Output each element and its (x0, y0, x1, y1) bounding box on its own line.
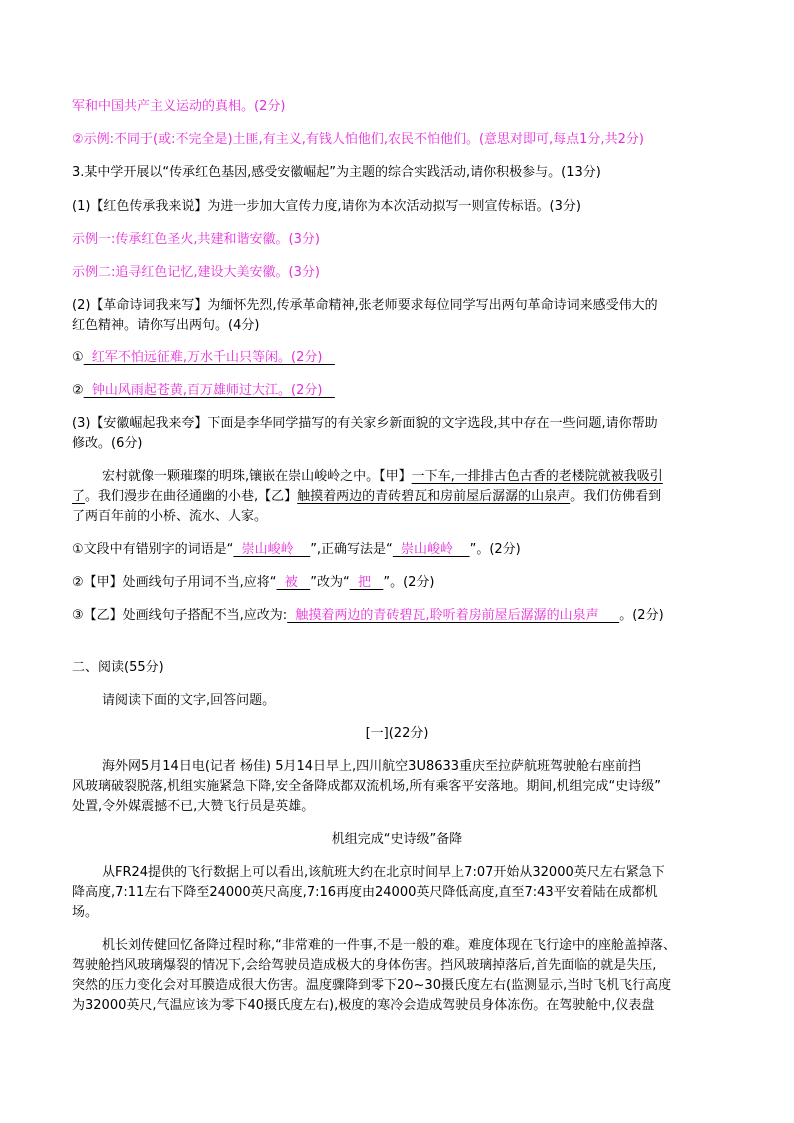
answer-row: ③【乙】处画线句子搭配不当,应改为: 触摸着两边的青砖碧瓦,聆听着房前屋后潺潺的山泉声 。(2分) (72, 608, 664, 623)
answer-blank: 崇山峻岭 (233, 542, 311, 557)
passage-line: 了。我们漫步在曲径通幽的小巷,【乙】触摸着两边的青砖碧瓦和房前屋后潺潺的山泉声。我们仿佛看到 (72, 489, 662, 504)
answer-blank: 钟山风雨起苍黄,百万雄师过大江。(2分) (83, 383, 335, 398)
answer-blank: 被 (276, 575, 311, 590)
article-subtitle: 机组完成“史诗级”备降 (331, 832, 463, 847)
answer-row: ②【甲】处画线句子用词不当,应将“ 被 ”改为“ 把 ”。(2分) (72, 575, 435, 590)
sub-question: (3)【安徽崛起我来夸】下面是李华同学描写的有关家乡新面貌的文字选段,其中存在一些问题,请你帮助 (72, 416, 658, 431)
answer-line: 军和中国共产主义运动的真相。(2分) (72, 99, 286, 114)
passage-line: 了两百年前的小桥、流水、人家。 (72, 509, 268, 524)
passage-line: 驾驶舱挡风玻璃爆裂的情况下,会给驾驶员造成极大的身体伤害。挡风玻璃掉落后,首先面临的就是失压, (72, 958, 657, 973)
instruction: 请阅读下面的文字,回答问题。 (102, 693, 276, 708)
answer-line: 示例一:传承红色圣火,共建和谐安徽。(3分) (72, 232, 320, 247)
underlined-sentence-yi: 触摸着两边的青砖碧瓦和房前屋后潺潺的山泉声 (297, 489, 571, 504)
section-heading: 二、阅读(55分) (72, 660, 164, 675)
answer-row (72, 381, 722, 401)
answer-line: 示例二:追寻红色记忆,建设大美安徽。(3分) (72, 265, 320, 280)
answer-blank: 红军不怕远征难,万水千山只等闲。(2分) (83, 350, 335, 365)
answer-blank: 崇山峻岭 (392, 542, 470, 557)
sub-question: (1)【红色传承我来说】为进一步加大宣传力度,请你为本次活动拟写一则宣传标语。(3分) (72, 199, 581, 214)
passage-line: 突然的压力变化会对耳膜造成很大伤害。温度骤降到零下20~30摄氏度左右(监测显示,当时飞机飞行高度 (72, 978, 672, 993)
passage-line: 场。 (72, 905, 99, 920)
passage-line: 为32000英尺,气温应该为零下40摄氏度左右),极度的寒冷会造成驾驶员身体冻伤。在驾驶舱中,仪表盘 (72, 998, 655, 1013)
passage-line: 从FR24提供的飞行数据上可以看出,该航班大约在北京时间早上7:07开始从32000英尺左右紧急下 (102, 865, 665, 880)
answer-blank: 把 (349, 575, 384, 590)
answer-row (72, 348, 722, 368)
passage-number: [一](22分) (365, 726, 429, 741)
passage-line: 机长刘传健回忆备降过程时称,“非常难的一件事,不是一般的难。难度体现在飞行途中的座舱盖掉落、 (102, 938, 677, 953)
answer-line: ②示例:不同于(或:不完全是)土匪,有主义,有钱人怕他们,农民不怕他们。(意思对即可,每点1分,共2分) (72, 132, 644, 147)
question-heading: 3.某中学开展以“传承红色基因,感受安徽崛起”为主题的综合实践活动,请你积极参与。(13分) (72, 165, 601, 180)
sub-question: 红色精神。请你写出两句。(4分) (72, 318, 260, 333)
underlined-sentence-jia: 一下车,一排排古色古香的老楼院就被我吸引 (411, 469, 663, 484)
answer-row: ①文段中有错别字的词语是“ 崇山峻岭 ”,正确写法是“ 崇山峻岭 ”。(2分) (72, 542, 521, 557)
passage-line: 处置,令外媒震撼不已,大赞飞行员是英雄。 (72, 799, 315, 814)
passage-line: 海外网5月14日电(记者 杨佳) 5月14日早上,四川航空3U8633重庆至拉萨航班驾驶舱右座前挡 (102, 759, 642, 774)
sub-question: (2)【革命诗词我来写】为缅怀先烈,传承革命精神,张老师要求每位同学写出两句革命诗词来感受伟大的 (72, 298, 658, 313)
item-marker: ② (72, 383, 84, 398)
passage-line: 降高度,7:11左右下降至24000英尺高度,7:16再度由24000英尺降低高度,直至7:43平安着陆在成都机 (72, 885, 658, 900)
sub-question: 修改。(6分) (72, 436, 143, 451)
passage-line: 风玻璃破裂脱落,机组实施紧急下降,安全备降成都双流机场,所有乘客平安落地。期间,机组完成“史诗级” (72, 779, 661, 794)
answer-blank: 触摸着两边的青砖碧瓦,聆听着房前屋后潺潺的山泉声 (287, 608, 620, 623)
item-marker: ① (72, 350, 84, 365)
passage-line: 宏村就像一颗璀璨的明珠,镶嵌在崇山峻岭之中。【甲】一下车,一排排古色古香的老楼院就被我吸引 (102, 469, 663, 484)
